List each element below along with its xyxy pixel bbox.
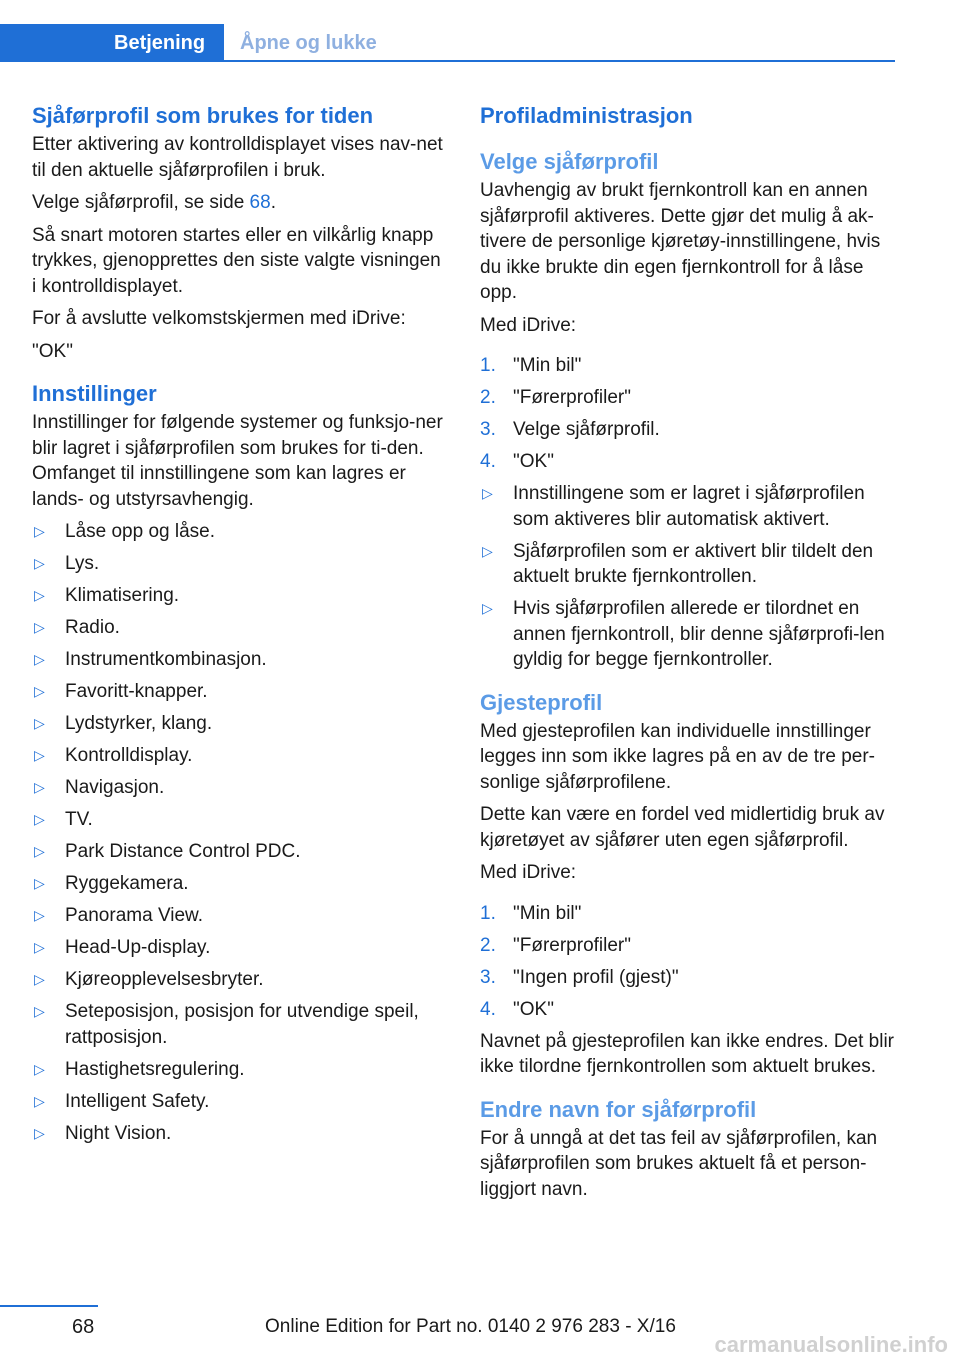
- list-marker: ▷: [34, 651, 45, 667]
- right-column: [480, 100, 898, 1209]
- list-marker: ▷: [34, 843, 45, 859]
- select-profile-notes: [480, 481, 898, 673]
- list-marker: 1.: [480, 902, 496, 924]
- list-item-text: Lydstyrker, klang.: [65, 713, 213, 734]
- list-marker: ▷: [34, 1060, 45, 1077]
- list-marker: ▷: [34, 939, 45, 955]
- list-item-text: "Førerprofiler": [513, 387, 631, 408]
- page-number: 68: [72, 1316, 95, 1338]
- paragraph: Dette kan være en fordel ved midlertidig bruk av kjøretøyet av sjåfører uten egen sjåførprofil.: [480, 804, 885, 851]
- paragraph: Med gjesteprofilen kan individuelle innstillinger legges inn som ikke lagres på en av de tre per-sonlige sjåførprofilene.: [480, 720, 875, 793]
- list-item-text: Night Vision.: [65, 1122, 172, 1144]
- list-marker: ▷: [34, 1124, 45, 1141]
- list-item-text: "Førerprofiler": [513, 934, 631, 956]
- list-marker: ▷: [34, 587, 45, 603]
- list-marker: ▷: [34, 875, 45, 891]
- list-marker: ▷: [34, 1003, 45, 1019]
- subsection-title-rename-profile: Endre navn for sjåførprofil: [480, 1096, 757, 1122]
- step-item: [480, 449, 898, 475]
- list-item-text: Innstillingene som er lagret i sjåførprofilen som aktiveres blir automatisk aktivert.: [513, 483, 865, 530]
- step-item: [480, 965, 898, 991]
- list-marker: ▷: [34, 715, 45, 731]
- list-marker: 2.: [480, 934, 496, 956]
- list-marker: ▷: [34, 619, 45, 635]
- section-title-profile-admin: Profiladministrasjon: [480, 103, 693, 128]
- list-item: [32, 1121, 448, 1147]
- list-item: [32, 807, 448, 833]
- list-item: [32, 903, 448, 929]
- list-marker: ▷: [34, 683, 45, 699]
- list-item: [32, 871, 448, 897]
- list-marker: 3.: [480, 966, 496, 988]
- paragraph-page-ref: [32, 190, 448, 216]
- paragraph: Med iDrive:: [480, 314, 577, 336]
- list-item: [32, 1057, 448, 1083]
- footer-rule: [0, 1305, 98, 1307]
- page-ref-prefix: Velge sjåførprofil, se side: [32, 192, 250, 213]
- list-item-text: Radio.: [65, 617, 120, 638]
- list-item: [480, 481, 898, 532]
- list-item: [480, 596, 898, 673]
- list-marker: ▷: [482, 542, 493, 559]
- paragraph: Etter aktivering av kontrolldisplayet vises nav-net til den aktuelle sjåførprofilen i bruk.: [32, 134, 443, 181]
- list-item-text: "OK": [513, 451, 554, 472]
- list-item: [480, 539, 898, 590]
- list-item-text: Klimatisering.: [65, 585, 180, 606]
- list-item-text: Head-Up-display.: [65, 937, 211, 958]
- list-item-text: Hastighetsregulering.: [65, 1058, 245, 1080]
- list-marker: ▷: [34, 523, 45, 539]
- list-marker: ▷: [34, 907, 45, 923]
- list-item-text: Ryggekamera.: [65, 873, 189, 894]
- list-marker: 4.: [480, 451, 496, 472]
- list-item: [32, 551, 448, 577]
- step-item: [480, 353, 898, 379]
- left-column: [32, 100, 448, 1153]
- step-item: [480, 933, 898, 959]
- paragraph: For å avslutte velkomstskjermen med iDrive:: [32, 308, 406, 329]
- list-item-text: Sjåførprofilen som er aktivert blir tildelt den aktuelt brukte fjernkontrollen.: [513, 540, 874, 587]
- list-item: [32, 583, 448, 609]
- list-marker: 3.: [480, 419, 496, 440]
- list-item-text: Park Distance Control PDC.: [65, 841, 301, 862]
- section-title-current-profile: Sjåførprofil som brukes for tiden: [32, 103, 374, 128]
- tab-apne-og-lukke[interactable]: Åpne og lukke: [240, 32, 377, 54]
- list-item: [32, 615, 448, 641]
- list-item: [32, 519, 448, 545]
- list-item-text: Navigasjon.: [65, 777, 165, 798]
- list-item-text: Velge sjåførprofil.: [513, 419, 660, 440]
- list-item: [32, 711, 448, 737]
- list-item: [32, 647, 448, 673]
- list-marker: ▷: [34, 971, 45, 987]
- list-item: [32, 775, 448, 801]
- step-item: [480, 997, 898, 1023]
- list-item-text: Hvis sjåførprofilen allerede er tilordnet en annen fjernkontroll, blir denne sjåførprofi-len gyldig for begge fjernkontroller.: [513, 598, 885, 670]
- list-item-text: Panorama View.: [65, 905, 204, 926]
- list-marker: ▷: [482, 600, 493, 616]
- list-item-text: "OK": [513, 998, 554, 1020]
- paragraph: "OK": [32, 340, 73, 362]
- paragraph: Så snart motoren startes eller en vilkårlig knapp trykkes, gjenopprettes den siste valgte visningen i kontrolldisplayet.: [32, 224, 441, 297]
- list-item: [32, 743, 448, 769]
- step-item: [480, 385, 898, 411]
- list-item-text: TV.: [65, 809, 93, 830]
- list-marker: ▷: [34, 1092, 45, 1109]
- list-item-text: Intelligent Safety.: [65, 1090, 210, 1112]
- list-marker: ▷: [482, 485, 493, 501]
- list-item-text: Seteposisjon, posisjon for utvendige speil, rattposisjon.: [65, 1001, 419, 1048]
- subsection-title-select-profile: Velge sjåførprofil: [480, 149, 659, 174]
- list-item-text: "Min bil": [513, 902, 582, 924]
- list-item-text: Instrumentkombinasjon.: [65, 649, 267, 670]
- header-rule: [0, 60, 895, 62]
- list-item-text: Låse opp og låse.: [65, 521, 216, 542]
- paragraph: Med iDrive:: [480, 862, 577, 883]
- guest-profile-steps: [480, 901, 898, 1023]
- list-item-text: "Min bil": [513, 355, 582, 376]
- list-item: [32, 967, 448, 993]
- page-ref-suffix: .: [270, 192, 276, 213]
- list-item: [32, 999, 448, 1050]
- list-marker: 4.: [480, 998, 496, 1020]
- paragraph: Uavhengig av brukt fjernkontroll kan en annen sjåførprofil aktiveres. Dette gjør det mulig å ak-tivere de personlige kjøretøy-innstillingene, hvis du ikke brukte din egen fjernkontroll for å låse opp.: [480, 180, 881, 303]
- list-item-text: Kontrolldisplay.: [65, 745, 193, 766]
- list-item-text: "Ingen profil (gjest)": [513, 966, 679, 988]
- list-item-text: Favoritt-knapper.: [65, 681, 208, 702]
- list-marker: 2.: [480, 387, 496, 408]
- header-tabbar: [0, 24, 895, 62]
- section-title-settings: Innstillinger: [32, 381, 157, 406]
- paragraph: Navnet på gjesteprofilen kan ikke endres. Det blir ikke tilordne fjernkontrollen som aktuelt brukes.: [480, 1030, 895, 1077]
- select-profile-steps: [480, 353, 898, 475]
- paragraph: For å unngå at det tas feil av sjåførprofilen, kan sjåførprofilen som brukes aktuelt få et person-liggjort navn.: [480, 1127, 878, 1200]
- paragraph: Innstillinger for følgende systemer og funksjo-ner blir lagret i sjåførprofilen som brukes for ti-den. Omfanget til innstillingene som kan lagres er lands- og utstyrsavhengig.: [32, 412, 443, 510]
- list-item: [32, 935, 448, 961]
- list-marker: 1.: [480, 355, 496, 376]
- step-item: [480, 901, 898, 927]
- subsection-title-guest-profile: Gjesteprofil: [480, 689, 603, 715]
- list-marker: ▷: [34, 747, 45, 763]
- edition-text: Online Edition for Part no. 0140 2 976 283 - X/16: [265, 1316, 676, 1337]
- page-link[interactable]: 68: [249, 192, 271, 213]
- tab-betjening[interactable]: Betjening: [0, 24, 224, 62]
- step-item: [480, 417, 898, 443]
- list-item: [32, 839, 448, 865]
- watermark-logo: carmanualsonline.info: [714, 1332, 948, 1357]
- list-marker: ▷: [34, 555, 45, 571]
- list-marker: ▷: [34, 811, 45, 827]
- list-item: [32, 679, 448, 705]
- list-marker: ▷: [34, 779, 45, 795]
- settings-list: [32, 519, 448, 1146]
- list-item-text: Lys.: [65, 553, 100, 574]
- list-item: [32, 1089, 448, 1115]
- list-item-text: Kjøreopplevelsesbryter.: [65, 969, 264, 990]
